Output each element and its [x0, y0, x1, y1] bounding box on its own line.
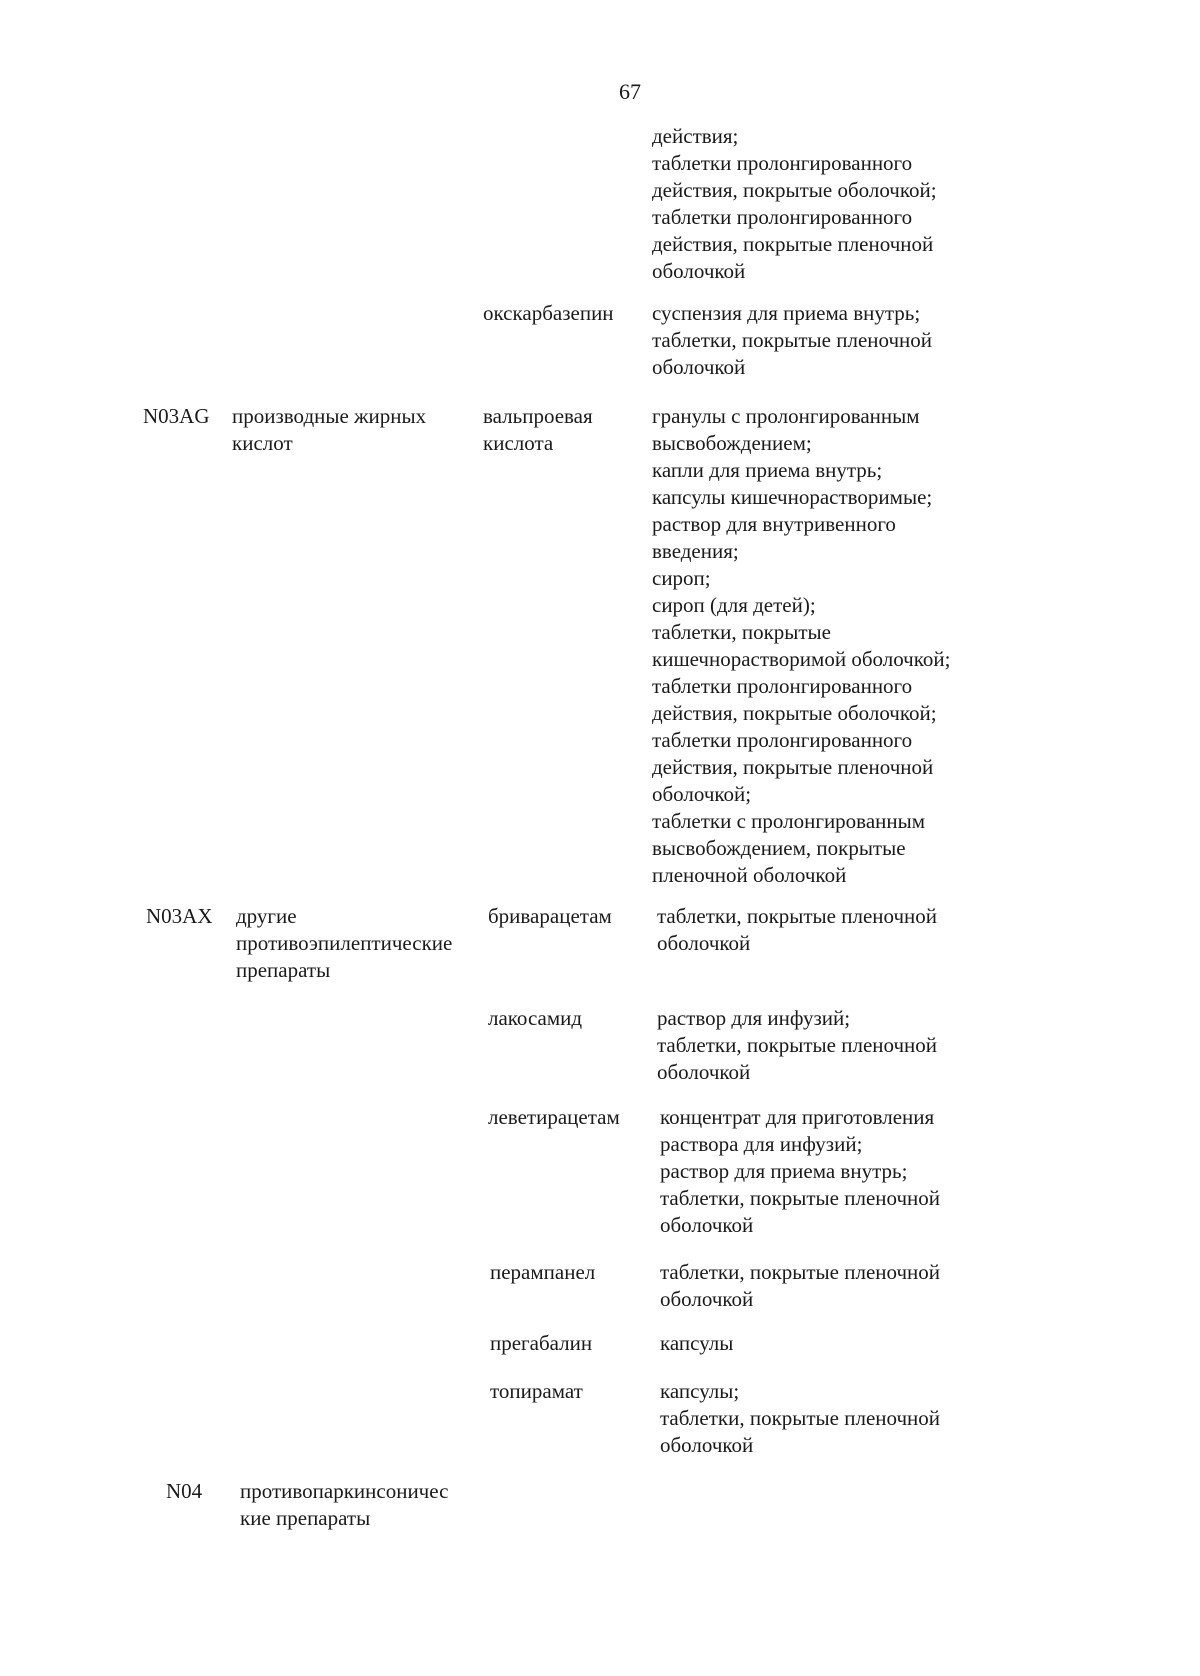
substance-name: леветирацетам: [488, 1105, 620, 1129]
substance-name: вальпроевая кислота: [483, 404, 593, 455]
atc-group: другие противоэпилептические препараты: [236, 904, 453, 982]
dosage-forms: капсулы; таблетки, покрытые пленочной оболочкой: [660, 1379, 941, 1457]
dosage-forms: концентрат для приготовления раствора для инфузий; раствор для приема внутрь; таблетки, покрытые пленочной оболочкой: [660, 1105, 941, 1237]
dosage-forms: гранулы с пролонгированным высвобождением; капли для приема внутрь; капсулы кишечнорастворимые; раствор для внутривенного введения; сироп; сироп (для детей); таблетки, покрытые кишечнорастворимой оболочкой; таблетки пролонгированного действия, покрытые оболочкой; таблетки пролонгированного действия, покрытые пленочной оболочкой; таблетки с пролонгированным высвобождением, покрытые пленочной оболочкой: [652, 404, 951, 887]
page-number: 67: [619, 79, 641, 104]
substance-name: прегабалин: [490, 1331, 593, 1355]
substance-name: перампанел: [490, 1260, 596, 1284]
atc-group: производные жирных кислот: [232, 404, 427, 455]
substance-name: бриварацетам: [488, 904, 612, 928]
dosage-forms: капсулы: [660, 1331, 734, 1355]
dosage-forms: таблетки, покрытые пленочной оболочкой: [660, 1260, 941, 1311]
atc-code: N03AX: [146, 904, 213, 928]
atc-code: N04: [166, 1479, 203, 1503]
dosage-forms: раствор для инфузий; таблетки, покрытые пленочной оболочкой: [657, 1006, 938, 1084]
dosage-forms: таблетки, покрытые пленочной оболочкой: [657, 904, 938, 955]
atc-group: противопаркинсоничес кие препараты: [240, 1479, 449, 1530]
substance-name: топирамат: [490, 1379, 583, 1403]
atc-code: N03AG: [143, 404, 210, 428]
substance-name: окскарбазепин: [483, 301, 614, 325]
dosage-forms: суспензия для приема внутрь; таблетки, покрытые пленочной оболочкой: [652, 301, 933, 379]
substance-name: лакосамид: [488, 1006, 583, 1030]
dosage-forms: действия; таблетки пролонгированного действия, покрытые оболочкой; таблетки пролонгированного действия, покрытые пленочной оболочкой: [652, 124, 937, 283]
